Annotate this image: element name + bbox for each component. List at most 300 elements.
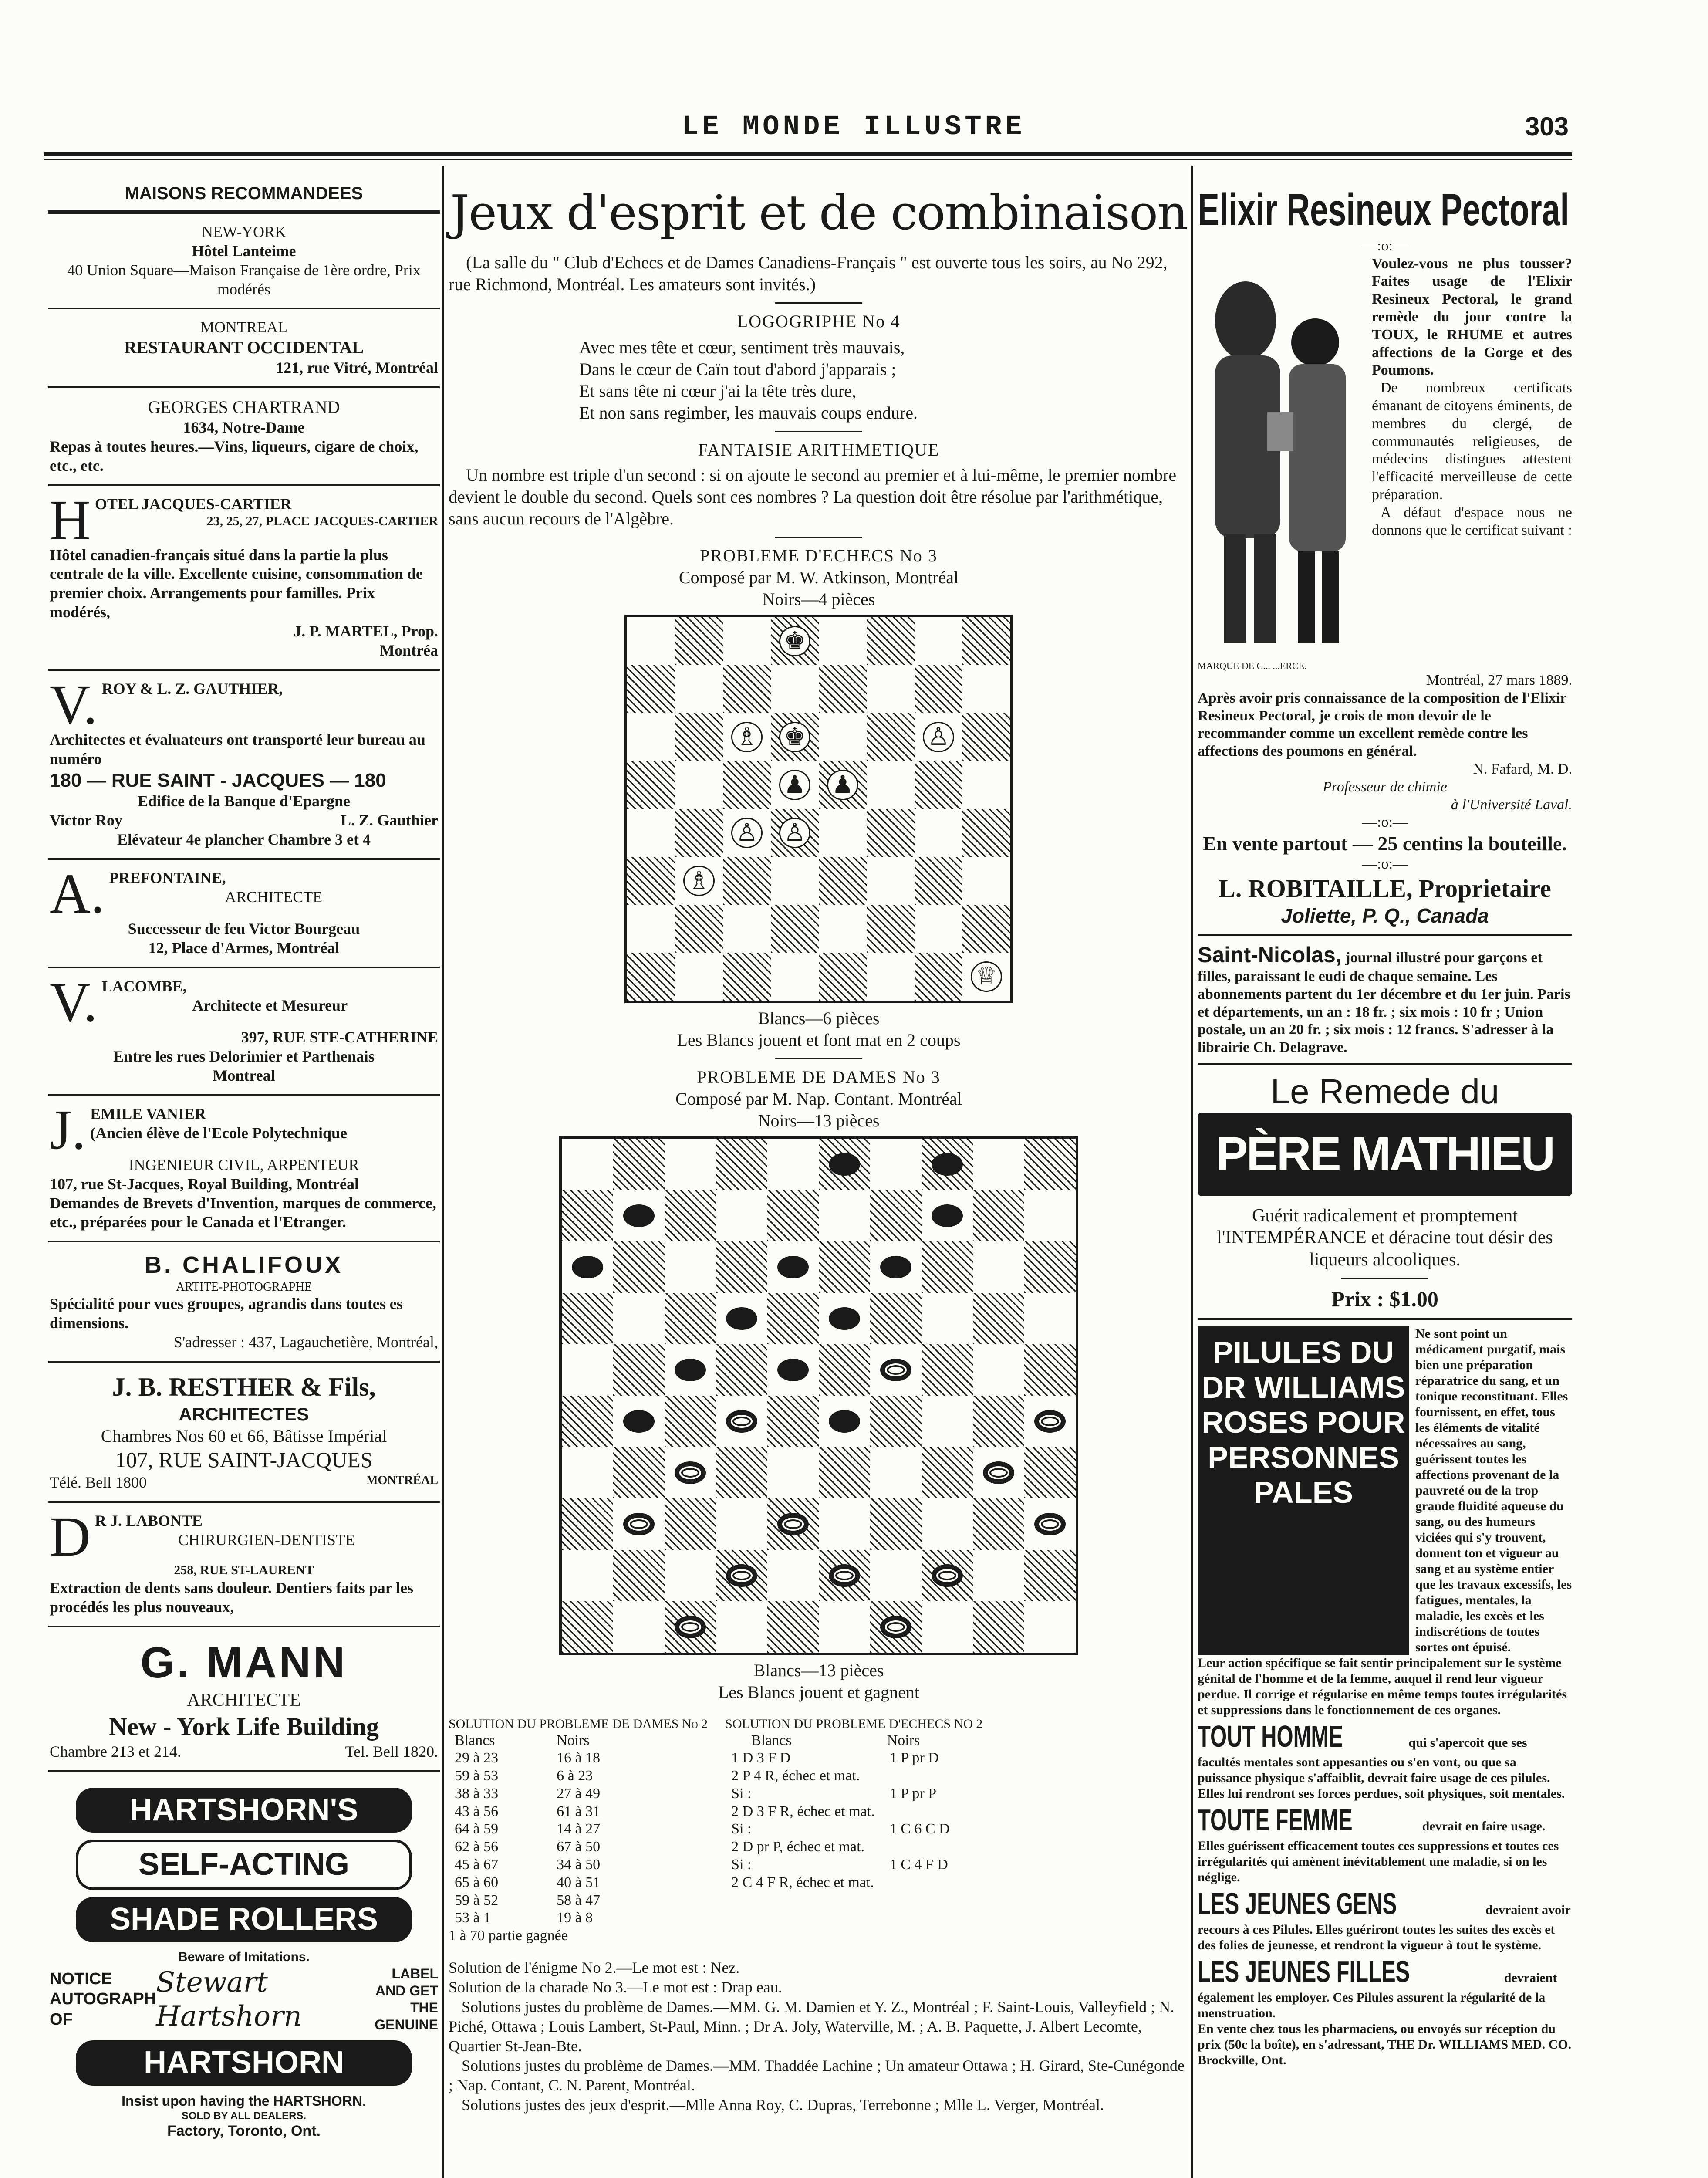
board-square (962, 617, 1010, 665)
shade-rollers-banner: SHADE ROLLERS (76, 1897, 412, 1942)
board-square (675, 857, 723, 905)
divider (48, 386, 440, 388)
jeunes-gens-block (1198, 1885, 1572, 1953)
chess-white-count: Blancs—6 pièces (758, 1008, 880, 1028)
board-square (562, 1190, 613, 1241)
table-header-row (725, 1732, 955, 1750)
board-square (675, 665, 723, 713)
board-square (767, 1344, 819, 1396)
board-square (627, 857, 675, 905)
ad-description: Spécialité pour vues groupes, agrandis dans toutes es dimensions. (50, 1295, 403, 1332)
ad-address: 40 Union Square—Maison Française de 1ère ordre, Prix modérés (67, 261, 421, 298)
board-square (716, 1139, 767, 1190)
pilules-text-2: Leur action spécifique se fait sentir principalement sur le système génital de l'homme et de la femme, auquel il rend leur vigueur perdue. Il corrige et régularise en même temps toutes irrégularités et suppressions dans le fonctionnement de ces organes. (1198, 1656, 1567, 1718)
ad-address: 107, RUE SAINT-JACQUES (115, 1447, 373, 1472)
divider (48, 669, 440, 671)
board-square (665, 1396, 716, 1447)
ad-role: ARCHITECTE (187, 1690, 301, 1710)
toute-femme-block (1198, 1802, 1572, 1885)
section-title: MAISONS RECOMMANDEES (125, 184, 363, 203)
ad-name: ROY & L. Z. GAUTHIER, (101, 680, 283, 697)
board-square (973, 1293, 1024, 1344)
toute-femme-heading: TOUTE FEMME (1198, 1803, 1353, 1837)
pilules-row (1198, 1326, 1572, 1655)
board-square (665, 1601, 716, 1653)
divider (48, 1626, 440, 1627)
board-square (819, 1498, 870, 1550)
partner-name: L. Z. Gauthier (340, 812, 438, 829)
correct-solvers-draughts-2: Solutions justes du problème de Dames.—MM. Thaddée Lachine ; Un amateur Ottawa ; H. Girard, Ste-Cunégonde ; Nap. Contant, C. N. Parent, Montréal. (449, 2057, 1185, 2094)
intro-text: (La salle du " Club d'Echecs et de Dames Canadiens-Français " est ouverte tous les soirs, au No 292, rue Richmond, Montréal. Les amateurs sont invités.) (449, 252, 1168, 294)
board-square (1024, 1293, 1076, 1344)
black-checker-icon (932, 1204, 963, 1227)
header-rule-thin (44, 159, 1572, 160)
saint-nicolas-ad (1198, 942, 1572, 1057)
board-square (1024, 1550, 1076, 1601)
board-square (819, 905, 867, 953)
board-square (613, 1550, 665, 1601)
ad-hotel-jacques-cartier (48, 488, 440, 663)
ad-description: Repas à toutes heures.—Vins, liqueurs, cigare de choix, etc., etc. (50, 437, 419, 474)
draughts-black-count: Noirs—13 pièces (758, 1110, 880, 1130)
table-cell: 1 P pr P (889, 1785, 937, 1802)
black-king-icon: ♚ (779, 626, 810, 656)
divider (48, 1501, 440, 1503)
page-title: Jeux d'esprit et de combinaison (450, 185, 1188, 240)
board-square (819, 665, 867, 713)
board-square (922, 1550, 973, 1601)
ad-city: Montreal (213, 1066, 275, 1084)
ad-city: Montréa (380, 642, 438, 659)
charade-solution: Solution de la charade No 3.—Le mot est : Drap eau. (449, 1978, 782, 1996)
divider (48, 858, 440, 860)
board-square (771, 713, 819, 761)
elixir-ad (1198, 255, 1572, 928)
white-queen-icon: ♕ (971, 961, 1002, 992)
draughts-solution-title: SOLUTION DU PROBLEME DE DAMES No 2 (449, 1716, 708, 1731)
dealers-text: SOLD BY ALL DEALERS. (181, 2110, 307, 2122)
divider (775, 431, 862, 432)
ad-room: Chambre 213 et 214. (50, 1742, 181, 1760)
enigme-solution: Solution de l'énigme No 2.—Le mot est : Nez. (449, 1959, 740, 1977)
chess-move-row (725, 1785, 955, 1803)
board-square (627, 905, 675, 953)
table-cell: 29 à 23 (455, 1750, 499, 1766)
board-square (867, 713, 915, 761)
board-square (867, 905, 915, 953)
table-cell: 38 à 33 (455, 1785, 499, 1802)
divider (1198, 934, 1572, 936)
black-checker-icon (726, 1307, 757, 1330)
ad-name: GEORGES CHARTRAND (148, 397, 340, 417)
ad-description: Architectes et évaluateurs ont transporté leur bureau au numéro (50, 731, 425, 768)
white-checker-icon (623, 1513, 655, 1535)
header-rule (44, 152, 1572, 156)
board-square (962, 713, 1010, 761)
white-checker-icon (983, 1461, 1014, 1484)
ad-address: 121, rue Vitré, Montréal (276, 359, 438, 377)
white-checker-icon (880, 1616, 911, 1638)
table-cell: 67 à 50 (557, 1839, 601, 1855)
city-label: NEW-YORK (202, 223, 286, 240)
board-square (819, 809, 867, 857)
board-square (613, 1241, 665, 1293)
board-square (665, 1447, 716, 1498)
table-cell: 34 à 50 (557, 1857, 601, 1873)
divider (1341, 1278, 1428, 1279)
tout-homme-heading: TOUT HOMME (1198, 1719, 1343, 1754)
board-square (819, 1550, 870, 1601)
draughts-move-row (449, 1785, 606, 1803)
running-title: LE MONDE ILLUSTRE (682, 112, 1026, 143)
board-square (819, 1139, 870, 1190)
board-square (870, 1190, 922, 1241)
board-square (723, 905, 771, 953)
autograph-block (50, 1965, 438, 2033)
black-king-icon: ♚ (779, 722, 810, 752)
board-square (771, 761, 819, 809)
board-square (819, 713, 867, 761)
board-square (922, 1601, 973, 1653)
draughts-solution (449, 1716, 708, 1945)
board-square (562, 1396, 613, 1447)
board-square (613, 1139, 665, 1190)
white-checker-icon (675, 1461, 706, 1484)
remede-price: Prix : $1.00 (1331, 1287, 1438, 1312)
board-square (627, 953, 675, 1001)
ad-name: Saint-Nicolas, (1198, 942, 1342, 967)
ad-contact (50, 1473, 438, 1492)
table-cell: Si : (731, 1821, 752, 1837)
table-cell: 45 à 67 (455, 1857, 499, 1873)
board-square (613, 1396, 665, 1447)
white-bishop-icon: ♗ (683, 866, 715, 896)
black-checker-icon (880, 1256, 911, 1278)
board-square (922, 1241, 973, 1293)
white-checker-icon (880, 1359, 911, 1381)
white-checker-icon (1034, 1410, 1066, 1433)
separator: —:o:— (1362, 814, 1408, 831)
ad-restaurant-occidental (48, 315, 440, 380)
board-square (867, 761, 915, 809)
table-cell: 16 à 18 (557, 1750, 601, 1766)
board-square (675, 905, 723, 953)
board-square (771, 953, 819, 1001)
black-checker-icon (932, 1153, 963, 1176)
board-square (627, 617, 675, 665)
board-square (767, 1498, 819, 1550)
table-cell (881, 1803, 956, 1821)
chess-solution-table (725, 1732, 955, 1892)
board-square (665, 1139, 716, 1190)
board-square (1024, 1601, 1076, 1653)
ad-description: journal illustré pour garçons et filles, paraissant le eudi de chaque semaine. Les abonnements partent du 1er décembre et du 1er juin. Paris et départements, un an : 18 fr. ; six mois : 10 fr ; Union postale, un an 20 fr. ; six mois : 12 francs. S'adresser à la librairie Ch. Delagrave. (1198, 949, 1570, 1056)
board-square (675, 713, 723, 761)
draughts-move-row (449, 1820, 606, 1838)
board-square (716, 1344, 767, 1396)
white-pawn-icon: ♙ (923, 722, 954, 752)
drop-cap: V. (50, 673, 98, 736)
board-square (922, 1396, 973, 1447)
draughts-move-row (449, 1749, 606, 1767)
white-checker-icon (726, 1564, 757, 1587)
board-square (915, 617, 962, 665)
board-square (767, 1293, 819, 1344)
table-cell: 40 à 51 (557, 1874, 601, 1891)
column-header: Blancs (455, 1732, 495, 1748)
draughts-white-count: Blancs—13 pièces (753, 1660, 884, 1680)
city-label: MONTREAL (200, 318, 287, 336)
board-square (716, 1498, 767, 1550)
table-cell: Si : (731, 1857, 752, 1873)
elixir-title: Elixir Resineux Pectoral (1198, 185, 1570, 235)
divider (48, 210, 440, 214)
board-square (915, 713, 962, 761)
ad-chartrand (48, 394, 440, 478)
ad-roy-gauthier (48, 673, 440, 852)
board-square (627, 713, 675, 761)
correct-solvers-draughts: Solutions justes du problème de Dames.—MM. G. M. Damien et Y. Z., Montréal ; F. Saint-Louis, Valleyfield ; N. Piché, Ottawa ; Louis Lambert, St-Paul, Minn. ; Dr A. Joly, Waterville, M. ; A. B. Paquette, J. Albert Lecomte, Quartier St-Jean-Bte. (449, 1998, 1175, 2055)
left-column-ads (48, 183, 440, 2143)
column-divider-right (1191, 166, 1193, 2178)
board-square (767, 1601, 819, 1653)
notice-text: NOTICE AUTOGRAPH OF (50, 1970, 156, 2029)
board-square (1024, 1344, 1076, 1396)
ad-rooms: Chambres Nos 60 et 66, Bâtisse Impérial (101, 1426, 387, 1446)
chess-move-row (725, 1838, 955, 1856)
table-cell: 14 à 27 (557, 1821, 601, 1837)
board-square (627, 761, 675, 809)
jeunes-filles-block (1198, 1953, 1572, 2021)
board-square (973, 1601, 1024, 1653)
label-text: LABEL AND GET THE GENUINE (375, 1965, 438, 2033)
divider (48, 967, 440, 968)
certificate-date: Montréal, 27 mars 1889. (1426, 672, 1572, 688)
board-square (613, 1190, 665, 1241)
ad-mann (48, 1634, 440, 1764)
black-checker-icon (777, 1359, 809, 1381)
hartshorn-banner: HARTSHORN'S (76, 1788, 412, 1833)
board-square (627, 665, 675, 713)
jeunes-gens-text: devraient avoir recours à ces Pilules. Elles guériront toutes les suites des excès et des folies de jeunesse, et rendront la vigueur à tout le système. (1198, 1903, 1571, 1953)
board-square (922, 1190, 973, 1241)
board-square (922, 1139, 973, 1190)
table-cell: 2 D 3 F R, échec et mat. (731, 1803, 875, 1820)
column-header: Noirs (887, 1732, 920, 1748)
table-cell: Si : (731, 1785, 752, 1802)
table-cell: 59 à 52 (455, 1892, 499, 1908)
board-square (915, 761, 962, 809)
divider (48, 1241, 440, 1242)
remede-description: Guérit radicalement et promptement l'INTEMPÉRANCE et déracine tout désir des liqueurs alcooliques. (1217, 1205, 1553, 1270)
board-square (973, 1139, 1024, 1190)
ad-proprietor: J. P. MARTEL, Prop. (294, 622, 438, 640)
table-cell: 2 D pr P, échec et mat. (731, 1839, 865, 1855)
divider (1198, 1318, 1572, 1320)
board-square (870, 1293, 922, 1344)
board-square (870, 1241, 922, 1293)
board-square (973, 1241, 1024, 1293)
divider (775, 1058, 862, 1059)
ad-role: ARTITE-PHOTOGRAPHE (176, 1280, 312, 1294)
divider (775, 302, 862, 304)
ad-vanier (48, 1098, 440, 1235)
beware-text: Beware of Imitations. (178, 1950, 310, 1964)
board-square (915, 905, 962, 953)
pilules-box: PILULES DU DR WILLIAMS ROSES POUR PERSONNES PALES (1198, 1326, 1409, 1655)
board-square (723, 665, 771, 713)
signature-text: Stewart Hartshorn (156, 1966, 302, 2033)
board-square (562, 1293, 613, 1344)
ad-address: 12, Place d'Armes, Montréal (148, 939, 340, 957)
table-cell: 43 à 56 (455, 1803, 499, 1820)
solutions-block (449, 1716, 1189, 1945)
trademark-caption: MARQUE DE C... ...ERCE. (1198, 660, 1307, 671)
board-square (819, 761, 867, 809)
robitaille-name: L. ROBITAILLE, Proprietaire (1219, 874, 1551, 903)
board-square (1024, 1139, 1076, 1190)
board-square (767, 1550, 819, 1601)
pilules-ad (1198, 1326, 1572, 2068)
ad-floor: Elévateur 4e plancher Chambre 3 et 4 (117, 831, 371, 849)
board-square (870, 1344, 922, 1396)
drop-cap: H (50, 488, 91, 551)
draughts-move-row (449, 1909, 606, 1927)
table-cell: 2 C 4 F R, échec et mat. (731, 1874, 874, 1891)
ad-role: ARCHITECTES (179, 1404, 309, 1425)
table-cell: 2 P 4 R, échec et mat. (731, 1768, 860, 1784)
board-square (771, 617, 819, 665)
board-square (973, 1550, 1024, 1601)
black-checker-icon (777, 1256, 809, 1278)
middle-column-puzzles (449, 183, 1189, 2115)
board-square (716, 1293, 767, 1344)
black-checker-icon (675, 1359, 706, 1381)
self-acting-banner: SELF-ACTING (76, 1840, 412, 1890)
ad-labonte (48, 1505, 440, 1619)
ad-lacombe (48, 971, 440, 1088)
table-cell: 62 à 56 (455, 1839, 499, 1855)
white-checker-icon (932, 1564, 963, 1587)
board-square (922, 1447, 973, 1498)
table-cell: 6 à 23 (557, 1768, 593, 1784)
draughts-problem-author: Composé par M. Nap. Contant. Montréal (675, 1089, 962, 1109)
separator: —:o:— (1362, 856, 1408, 873)
chess-move-row (725, 1749, 955, 1767)
ad-name: LACOMBE, (101, 977, 187, 995)
draughts-board (559, 1136, 1078, 1655)
partner-name: Victor Roy (50, 812, 122, 829)
ad-building: Edifice de la Banque d'Epargne (137, 792, 351, 810)
fantaisie-text: Un nombre est triple d'un second : si on ajoute le second au premier et à lui-même, le premier nombre devient le double du second. Quels sont ces nombres ? La question doit être résolue par l'arithmétique, sans aucun recours de l'Algèbre. (449, 465, 1177, 528)
tout-homme-block (1198, 1718, 1572, 1802)
column-header: Noirs (557, 1732, 590, 1748)
board-square (973, 1190, 1024, 1241)
board-square (867, 857, 915, 905)
insist-text: Insist upon having the HARTSHORN. (122, 2093, 366, 2109)
divider (48, 484, 440, 486)
board-square (665, 1550, 716, 1601)
board-square (962, 857, 1010, 905)
black-checker-icon (829, 1307, 860, 1330)
pere-mathieu-ad (1198, 1071, 1572, 1312)
ad-description: Hôtel canadien-français situé dans la partie la plus centrale de la ville. Excellente cuisine, consommation de premier choix. Arrangements pour familles. Prix modérés, (50, 546, 423, 621)
board-square (819, 1190, 870, 1241)
board-square (1024, 1396, 1076, 1447)
board-square (819, 857, 867, 905)
correct-solvers-puzzles: Solutions justes des jeux d'esprit.—Mlle Anna Roy, C. Dupras, Terrebonne ; Mlle L. Verger, Montréal. (462, 2096, 1104, 2114)
board-square (613, 1498, 665, 1550)
robitaille-city: Joliette, P. Q., Canada (1281, 904, 1489, 927)
ad-chalifoux (48, 1248, 440, 1355)
white-pawn-icon: ♙ (779, 818, 810, 848)
board-square (665, 1498, 716, 1550)
divider (1198, 1063, 1572, 1065)
divider (48, 308, 440, 309)
tout-homme-text: qui s'apercoit que ses facultés mentales sont appesanties ou s'en vont, ou que sa puissance physique s'affaiblit, devrait faire usage de ces pilules. Elles lui rendront ses forces perdues, soit physiques, soit mentales. (1198, 1735, 1565, 1801)
board-square (562, 1344, 613, 1396)
board-square (870, 1447, 922, 1498)
chess-solution (725, 1716, 982, 1945)
board-square (665, 1241, 716, 1293)
jeunes-filles-text: devraient également les employer. Ces Pilules assurent la régularité de la menstruation. (1198, 1971, 1557, 2021)
table-header-row (449, 1732, 606, 1750)
chess-black-count: Noirs—4 pièces (762, 589, 875, 609)
table-cell: 53 à 1 (455, 1910, 491, 1926)
logogriphe-title: LOGOGRIPHE No 4 (737, 311, 901, 331)
column-divider-left (442, 166, 444, 2178)
board-square (819, 1293, 870, 1344)
white-checker-icon (675, 1616, 706, 1638)
page-number: 303 (1525, 112, 1569, 141)
column-header: Blancs (751, 1732, 792, 1748)
ad-address: 1634, Notre-Dame (183, 418, 305, 436)
draughts-move-row (449, 1803, 606, 1821)
table-cell (881, 1838, 956, 1856)
board-square (767, 1447, 819, 1498)
board-square (767, 1241, 819, 1293)
chess-move-row (725, 1767, 955, 1785)
certificate-text: Après avoir pris connaissance de la composition de l'Elixir Resineux Pectoral, je crois de mon devoir de le recommander comme un excellent remède contre les affections des poumons en général. (1198, 690, 1566, 760)
board-square (867, 617, 915, 665)
ad-name: EMILE VANIER (90, 1105, 206, 1123)
board-square (723, 713, 771, 761)
drop-cap: V. (50, 971, 98, 1034)
chess-board (624, 615, 1013, 1003)
ad-telephone: Tel. Bell 1820. (345, 1742, 438, 1760)
ad-address: 258, RUE ST-LAURENT (174, 1563, 314, 1578)
chess-move-row (725, 1820, 955, 1838)
white-checker-icon (726, 1410, 757, 1433)
board-square (665, 1344, 716, 1396)
board-square (562, 1550, 613, 1601)
divider (48, 1770, 440, 1772)
table-cell: 61 à 31 (557, 1803, 601, 1820)
divider (48, 1094, 440, 1096)
table-cell (881, 1874, 956, 1892)
board-square (962, 953, 1010, 1001)
black-checker-icon (623, 1204, 655, 1227)
board-square (867, 809, 915, 857)
board-square (1024, 1190, 1076, 1241)
board-square (867, 953, 915, 1001)
board-square (973, 1344, 1024, 1396)
board-square (922, 1344, 973, 1396)
board-square (723, 617, 771, 665)
ad-name: R J. LABONTE (95, 1512, 203, 1530)
board-square (675, 809, 723, 857)
board-square (627, 809, 675, 857)
